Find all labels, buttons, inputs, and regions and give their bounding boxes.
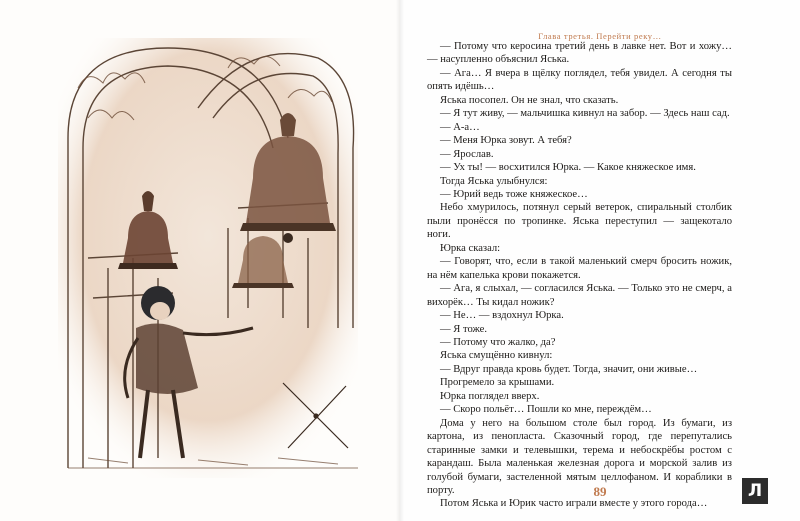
paragraph: — Говорят, что, если в такой маленький смерч бросить ножик, на нём капелька крови покажется. [427,256,732,281]
illustration-bells-and-boy [48,28,368,486]
body-text [427,40,732,511]
paragraph: — Ух ты! — восхитился Юрка. — Какое княжеское имя. [440,162,696,174]
paragraph: Яська посопел. Он не знал, что сказать. [440,94,619,106]
paragraph: — А-а… [440,121,480,133]
paragraph: Юрка сказал: [440,242,501,254]
paragraph: — Ага, я слыхал, — согласился Яська. — Только это не смерч, а вихорёк… Ты кидал ножик? [427,283,732,308]
paragraph: — Скоро польёт… Пошли ко мне, переждём… [440,404,652,416]
paragraph: — Юрий ведь тоже княжеское… [440,188,588,200]
paragraph: — Потому что жалко, да? [440,336,556,348]
paragraph: — Я тут живу, — мальчишка кивнул на забор. — Здесь наш сад. [440,108,730,120]
paragraph: — Ага… Я вчера в щёлку поглядел, тебя увидел. А сегодня ты опять идёшь… [427,67,732,93]
paragraph: Дома у него на большом столе был город. Из бумаги, из картона, из пенопласта. Сказочный город, где перепутались старинные замки и телевышки, терема и небоскрёбы ростом с карандаш. Была маленькая железная дорога и морской залив из голубой бумаги, застеленной мятым целлофаном. И кораблики в порту. [427,417,732,496]
paragraph: Яська смущённо кивнул: [440,350,553,362]
paragraph: — Вдруг правда кровь будет. Тогда, значит, они живые… [440,363,698,375]
paragraph: — Не… — вздохнул Юрка. [440,310,564,322]
paragraph: Юрка поглядел вверх. [440,390,540,402]
running-head: Глава третья. Перейти реку… [538,31,662,41]
publisher-logo: Л [742,478,768,504]
page-number: 89 [593,484,607,499]
paragraph: Небо хмурилось, потянул серый ветерок, спиральный столбик пыли пронёсся по тропинке. Яська переступил — защекотало ноги. [427,202,732,241]
paragraph: — Потому что керосина третий день в лавке нет. Вот и хожу… — насупленно объяснил Яська. [427,41,732,66]
paragraph: Тогда Яська улыбнулся: [440,175,548,187]
paragraph: — Я тоже. [440,323,488,335]
paragraph: — Ярослав. [440,148,494,160]
paragraph: Потом Яська и Юрик часто играли вместе у этого города… [440,498,708,510]
paragraph: Прогремело за крышами. [440,377,555,389]
sepia-wash [58,38,358,478]
gutter-shadow [396,0,404,521]
paragraph: — Меня Юрка зовут. А тебя? [440,135,572,147]
